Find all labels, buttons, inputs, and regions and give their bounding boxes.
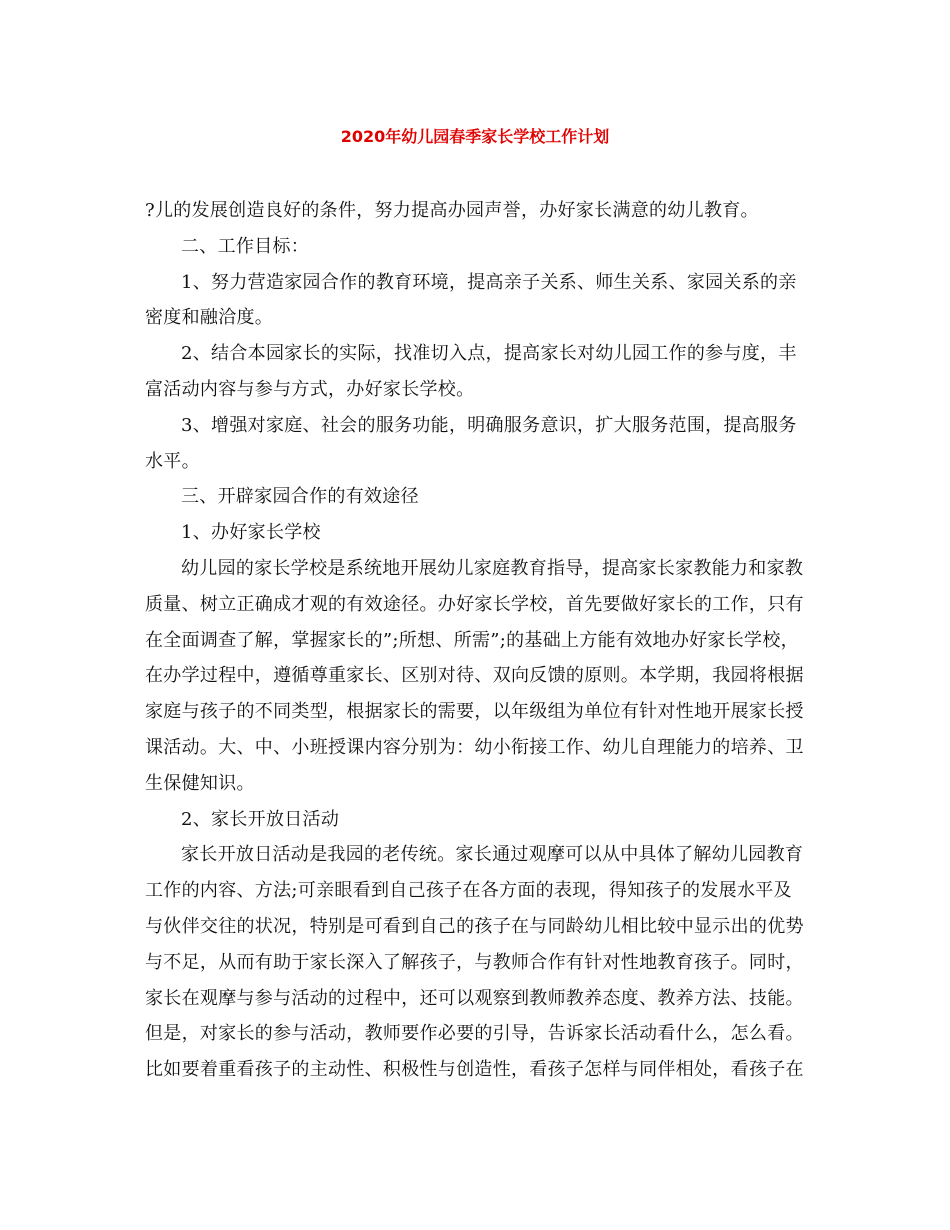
section-heading: 三、开辟家园合作的有效途径	[181, 486, 419, 508]
paragraph-line: 2、结合本园家长的实际，找准切入点，提高家长对幼儿园工作的参与度，丰	[181, 343, 797, 365]
paragraph-line: 家长开放日活动是我园的老传统。家长通过观摩可以从中具体了解幼儿园教育	[181, 844, 804, 866]
paragraph-line: 质量、树立正确成才观的有效途径。办好家长学校，首先要做好家长的工作，只有	[145, 593, 804, 615]
paragraph-line: 与伙伴交往的状况，特别是可看到自己的孩子在与同龄幼儿相比较中显示出的优势	[145, 915, 804, 937]
paragraph-line: 家长在观摩与参与活动的过程中，还可以观察到教师教养态度、教养方法、技能。	[145, 987, 804, 1009]
document-title: 2020年幼儿园春季家长学校工作计划	[340, 127, 610, 146]
subsection-heading: 1、办好家长学校	[181, 522, 321, 544]
paragraph-line: 3、增强对家庭、社会的服务功能，明确服务意识，扩大服务范围，提高服务	[181, 414, 797, 436]
paragraph-line: 水平。	[145, 450, 200, 472]
paragraph-line: ?儿的发展创造良好的条件，努力提高办园声誉，办好家长满意的幼儿教育。	[145, 200, 759, 221]
paragraph-line: 生保健知识。	[145, 772, 255, 794]
paragraph-line: 密度和融洽度。	[145, 307, 274, 329]
paragraph-line: 工作的内容、方法;可亲眼看到自己孩子在各方面的表现，得知孩子的发展水平及	[145, 880, 792, 902]
paragraph-line: 在办学过程中，遵循尊重家长、区别对待、双向反馈的原则。本学期，我园将根据	[145, 665, 804, 687]
paragraph-line: 家庭与孩子的不同类型，根据家长的需要，以年级组为单位有针对性地开展家长授	[145, 701, 804, 723]
subsection-heading: 2、家长开放日活动	[181, 808, 340, 830]
paragraph-line: 富活动内容与参与方式，办好家长学校。	[145, 378, 475, 400]
paragraph-line: 课活动。大、中、小班授课内容分别为：幼小衔接工作、幼儿自理能力的培养、卫	[145, 736, 804, 758]
paragraph-line: 与不足，从而有助于家长深入了解孩子，与教师合作有针对性地教育孩子。同时，	[145, 951, 804, 973]
paragraph-line: 1、努力营造家园合作的教育环境，提高亲子关系、师生关系、家园关系的亲	[181, 271, 797, 293]
paragraph-line: 在全面调查了解，掌握家长的”;所想、所需”;的基础上方能有效地办好家长学校，	[145, 629, 799, 651]
section-heading: 二、工作目标：	[181, 235, 310, 257]
paragraph-line: 但是，对家长的参与活动，教师要作必要的引导，告诉家长活动看什么，怎么看。	[145, 1023, 804, 1045]
paragraph-line: 幼儿园的家长学校是系统地开展幼儿家庭教育指导，提高家长家教能力和家教	[181, 557, 804, 579]
document-body	[145, 193, 810, 1088]
paragraph-line: 比如要着重看孩子的主动性、积极性与创造性，看孩子怎样与同伴相处，看孩子在	[145, 1059, 804, 1081]
